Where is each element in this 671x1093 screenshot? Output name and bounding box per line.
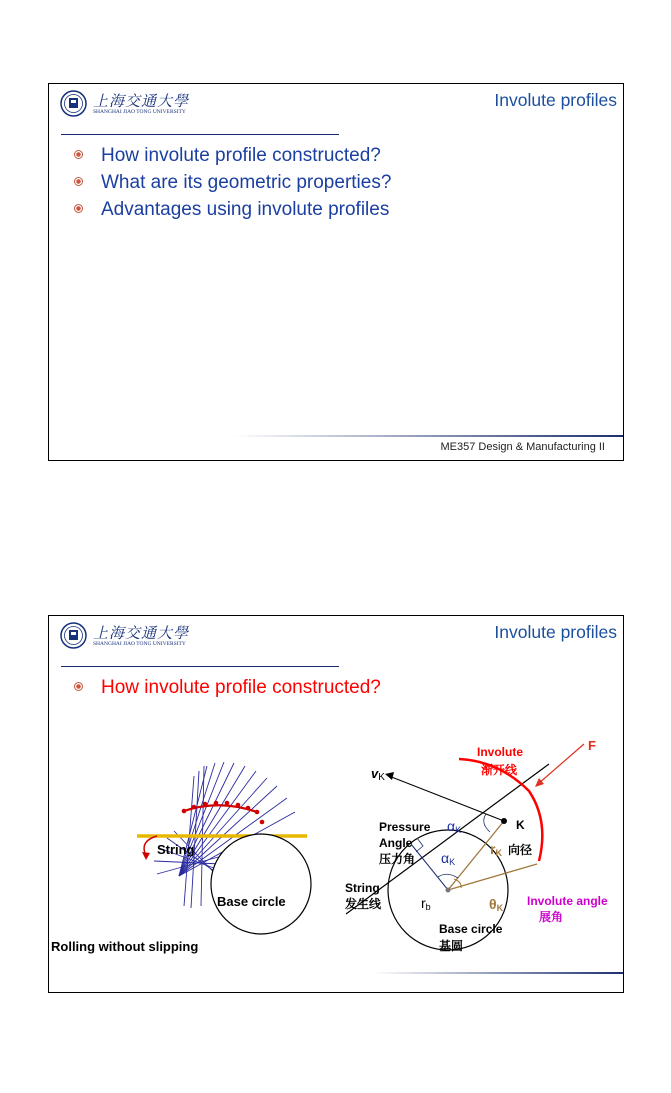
alpha-label: αK — [447, 818, 462, 835]
pressure-angle-cn-label: 压力角 — [379, 852, 416, 866]
footer-divider — [233, 435, 623, 437]
logo-chinese-name: 上海交通大學 — [93, 92, 190, 110]
bullet-item: What are its geometric properties? — [69, 169, 391, 196]
slide-title: Involute profiles — [494, 622, 617, 642]
seal-icon — [60, 90, 87, 117]
angle-label: Angle — [379, 836, 413, 850]
radius-cn-label: 向径 — [508, 843, 533, 857]
slide-title: Involute profiles — [494, 90, 617, 110]
logo-chinese-name: 上海交通大學 — [93, 624, 190, 642]
course-footer: ME357 Design & Manufacturing II — [440, 441, 605, 453]
bullet-item: Advantages using involute profiles — [69, 196, 391, 223]
point-k-label: K — [516, 818, 525, 832]
rb-label: rb — [421, 895, 431, 912]
theta-label: θK — [489, 896, 504, 913]
force-label: F — [588, 738, 596, 753]
pressure-label: Pressure — [379, 820, 431, 834]
force-vector — [538, 744, 584, 784]
velocity-vector — [389, 776, 504, 821]
rolling-label: Rolling without slipping — [51, 939, 199, 954]
logo-english-name: SHANGHAI JIAO TONG UNIVERSITY — [93, 641, 186, 647]
alpha-label-2: αK — [441, 850, 456, 867]
involute-angle-label: Involute angle — [527, 894, 608, 908]
velocity-label: vK — [371, 766, 385, 783]
bottom-divider — [373, 972, 623, 974]
center-point — [446, 888, 451, 893]
logo-english-name: SHANGHAI JIAO TONG UNIVERSITY — [93, 109, 186, 115]
string-label: String — [345, 881, 380, 895]
rk-label: rK — [490, 841, 502, 858]
point-k — [501, 818, 507, 824]
slide-1 — [48, 83, 624, 461]
involute-geometry-diagram — [49, 616, 623, 992]
string-label: String — [157, 842, 195, 857]
involute-angle-cn-label: 展角 — [539, 910, 564, 924]
bullet-icon — [74, 177, 83, 186]
header-divider — [61, 134, 339, 135]
university-logo — [60, 90, 200, 122]
bullet-item: How involute profile constructed? — [69, 142, 391, 169]
base-circle-cn-label: 基圆 — [439, 939, 464, 953]
bullet-icon — [74, 150, 83, 159]
bullet-item: How involute profile constructed? — [69, 674, 381, 701]
base-circle-label: Base circle — [439, 922, 503, 936]
bullet-list — [69, 142, 391, 223]
bullet-icon — [74, 204, 83, 213]
involute-label-cn: 渐开线 — [481, 763, 518, 777]
slide-2 — [48, 615, 624, 993]
string-cn-label: 发生线 — [345, 897, 382, 911]
involute-label: Involute — [477, 745, 524, 759]
base-circle-label: Base circle — [217, 894, 286, 909]
